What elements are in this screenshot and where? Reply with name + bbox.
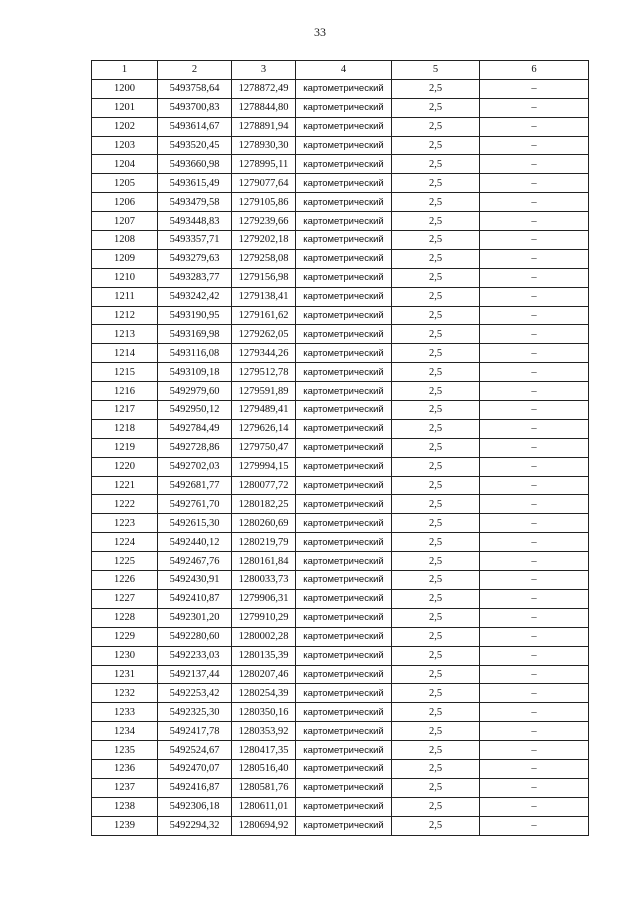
method-cell: картометрический [296,571,392,590]
accuracy-cell: 2,5 [392,722,480,741]
x-coordinate-cell: 5492416,87 [158,778,232,797]
method-cell: картометрический [296,797,392,816]
description-cell: – [480,419,589,438]
y-coordinate-cell: 1279906,31 [232,589,296,608]
accuracy-cell: 2,5 [392,98,480,117]
description-cell: – [480,495,589,514]
method-cell: картометрический [296,249,392,268]
y-coordinate-cell: 1280350,16 [232,703,296,722]
point-number-cell: 1229 [92,627,158,646]
y-coordinate-cell: 1279138,41 [232,287,296,306]
accuracy-cell: 2,5 [392,741,480,760]
table-row [92,552,589,571]
description-cell: – [480,212,589,231]
accuracy-cell: 2,5 [392,401,480,420]
table-row [92,571,589,590]
y-coordinate-cell: 1278872,49 [232,79,296,98]
accuracy-cell: 2,5 [392,438,480,457]
description-cell: – [480,249,589,268]
page-number: 33 [314,25,326,39]
method-cell: картометрический [296,759,392,778]
accuracy-cell: 2,5 [392,778,480,797]
point-number-cell: 1216 [92,382,158,401]
accuracy-cell: 2,5 [392,382,480,401]
y-coordinate-cell: 1278995,11 [232,155,296,174]
method-cell: картометрический [296,287,392,306]
table-row [92,627,589,646]
y-coordinate-cell: 1278930,30 [232,136,296,155]
y-coordinate-cell: 1279258,08 [232,249,296,268]
point-number-cell: 1236 [92,759,158,778]
y-coordinate-cell: 1280033,73 [232,571,296,590]
y-coordinate-cell: 1279105,86 [232,193,296,212]
x-coordinate-cell: 5492294,32 [158,816,232,835]
point-number-cell: 1205 [92,174,158,193]
description-cell: – [480,608,589,627]
y-coordinate-cell: 1279161,62 [232,306,296,325]
description-cell: – [480,363,589,382]
x-coordinate-cell: 5492950,12 [158,401,232,420]
y-coordinate-cell: 1279239,66 [232,212,296,231]
x-coordinate-cell: 5492979,60 [158,382,232,401]
accuracy-cell: 2,5 [392,646,480,665]
table-body [92,79,589,835]
column-header: 3 [232,61,296,80]
point-number-cell: 1214 [92,344,158,363]
table-row [92,797,589,816]
y-coordinate-cell: 1279750,47 [232,438,296,457]
table-row [92,325,589,344]
point-number-cell: 1238 [92,797,158,816]
description-cell: – [480,646,589,665]
x-coordinate-cell: 5492253,42 [158,684,232,703]
x-coordinate-cell: 5493448,83 [158,212,232,231]
point-number-cell: 1233 [92,703,158,722]
y-coordinate-cell: 1280077,72 [232,476,296,495]
point-number-cell: 1237 [92,778,158,797]
y-coordinate-cell: 1280161,84 [232,552,296,571]
description-cell: – [480,136,589,155]
table-row [92,401,589,420]
x-coordinate-cell: 5493242,42 [158,287,232,306]
accuracy-cell: 2,5 [392,174,480,193]
point-number-cell: 1209 [92,249,158,268]
x-coordinate-cell: 5492784,49 [158,419,232,438]
accuracy-cell: 2,5 [392,136,480,155]
point-number-cell: 1234 [92,722,158,741]
y-coordinate-cell: 1280219,79 [232,533,296,552]
point-number-cell: 1202 [92,117,158,136]
x-coordinate-cell: 5493116,08 [158,344,232,363]
point-number-cell: 1219 [92,438,158,457]
description-cell: – [480,571,589,590]
description-cell: – [480,325,589,344]
accuracy-cell: 2,5 [392,684,480,703]
column-header: 6 [480,61,589,80]
y-coordinate-cell: 1279512,78 [232,363,296,382]
x-coordinate-cell: 5492615,30 [158,514,232,533]
point-number-cell: 1223 [92,514,158,533]
x-coordinate-cell: 5492280,60 [158,627,232,646]
y-coordinate-cell: 1279077,64 [232,174,296,193]
table-row [92,363,589,382]
table-row [92,136,589,155]
x-coordinate-cell: 5493109,18 [158,363,232,382]
x-coordinate-cell: 5493357,71 [158,231,232,250]
x-coordinate-cell: 5493660,98 [158,155,232,174]
description-cell: – [480,193,589,212]
method-cell: картометрический [296,136,392,155]
description-cell: – [480,457,589,476]
method-cell: картометрический [296,325,392,344]
accuracy-cell: 2,5 [392,363,480,382]
description-cell: – [480,778,589,797]
table-row [92,495,589,514]
point-number-cell: 1204 [92,155,158,174]
description-cell: – [480,665,589,684]
accuracy-cell: 2,5 [392,325,480,344]
coordinates-table [91,60,589,836]
point-number-cell: 1211 [92,287,158,306]
method-cell: картометрический [296,212,392,231]
x-coordinate-cell: 5493169,98 [158,325,232,344]
y-coordinate-cell: 1280353,92 [232,722,296,741]
y-coordinate-cell: 1280694,92 [232,816,296,835]
y-coordinate-cell: 1280581,76 [232,778,296,797]
table-row [92,703,589,722]
y-coordinate-cell: 1280516,40 [232,759,296,778]
accuracy-cell: 2,5 [392,249,480,268]
method-cell: картометрический [296,778,392,797]
description-cell: – [480,684,589,703]
table-row [92,457,589,476]
method-cell: картометрический [296,306,392,325]
description-cell: – [480,514,589,533]
description-cell: – [480,231,589,250]
y-coordinate-cell: 1279994,15 [232,457,296,476]
point-number-cell: 1215 [92,363,158,382]
table-row [92,778,589,797]
column-header: 4 [296,61,392,80]
x-coordinate-cell: 5492301,20 [158,608,232,627]
table-row [92,155,589,174]
y-coordinate-cell: 1279626,14 [232,419,296,438]
accuracy-cell: 2,5 [392,212,480,231]
method-cell: картометрический [296,268,392,287]
x-coordinate-cell: 5492417,78 [158,722,232,741]
point-number-cell: 1235 [92,741,158,760]
table-header-row [92,61,589,80]
table-row [92,438,589,457]
x-coordinate-cell: 5492325,30 [158,703,232,722]
description-cell: – [480,306,589,325]
x-coordinate-cell: 5492233,03 [158,646,232,665]
method-cell: картометрический [296,174,392,193]
method-cell: картометрический [296,495,392,514]
table-row [92,231,589,250]
method-cell: картометрический [296,155,392,174]
point-number-cell: 1231 [92,665,158,684]
accuracy-cell: 2,5 [392,571,480,590]
x-coordinate-cell: 5492467,76 [158,552,232,571]
accuracy-cell: 2,5 [392,627,480,646]
x-coordinate-cell: 5492761,70 [158,495,232,514]
description-cell: – [480,268,589,287]
method-cell: картометрический [296,816,392,835]
method-cell: картометрический [296,117,392,136]
method-cell: картометрический [296,646,392,665]
description-cell: – [480,344,589,363]
point-number-cell: 1200 [92,79,158,98]
table-row [92,741,589,760]
method-cell: картометрический [296,514,392,533]
x-coordinate-cell: 5492430,91 [158,571,232,590]
table-row [92,98,589,117]
table-row [92,646,589,665]
table-row [92,419,589,438]
accuracy-cell: 2,5 [392,608,480,627]
point-number-cell: 1218 [92,419,158,438]
method-cell: картометрический [296,703,392,722]
point-number-cell: 1226 [92,571,158,590]
table-row [92,268,589,287]
point-number-cell: 1220 [92,457,158,476]
description-cell: – [480,722,589,741]
point-number-cell: 1210 [92,268,158,287]
table-row [92,533,589,552]
method-cell: картометрический [296,608,392,627]
point-number-cell: 1227 [92,589,158,608]
x-coordinate-cell: 5493700,83 [158,98,232,117]
y-coordinate-cell: 1280207,46 [232,665,296,684]
point-number-cell: 1207 [92,212,158,231]
method-cell: картометрический [296,627,392,646]
table-row [92,117,589,136]
table-row [92,306,589,325]
point-number-cell: 1206 [92,193,158,212]
point-number-cell: 1201 [92,98,158,117]
accuracy-cell: 2,5 [392,79,480,98]
accuracy-cell: 2,5 [392,268,480,287]
method-cell: картометрический [296,401,392,420]
accuracy-cell: 2,5 [392,514,480,533]
table-row [92,665,589,684]
accuracy-cell: 2,5 [392,797,480,816]
point-number-cell: 1222 [92,495,158,514]
accuracy-cell: 2,5 [392,419,480,438]
y-coordinate-cell: 1280182,25 [232,495,296,514]
description-cell: – [480,759,589,778]
method-cell: картометрический [296,741,392,760]
y-coordinate-cell: 1280611,01 [232,797,296,816]
description-cell: – [480,703,589,722]
accuracy-cell: 2,5 [392,306,480,325]
accuracy-cell: 2,5 [392,457,480,476]
method-cell: картометрический [296,231,392,250]
description-cell: – [480,117,589,136]
description-cell: – [480,155,589,174]
method-cell: картометрический [296,476,392,495]
x-coordinate-cell: 5493758,64 [158,79,232,98]
accuracy-cell: 2,5 [392,816,480,835]
point-number-cell: 1225 [92,552,158,571]
point-number-cell: 1232 [92,684,158,703]
description-cell: – [480,79,589,98]
point-number-cell: 1224 [92,533,158,552]
description-cell: – [480,533,589,552]
accuracy-cell: 2,5 [392,665,480,684]
method-cell: картометрический [296,419,392,438]
method-cell: картометрический [296,363,392,382]
y-coordinate-cell: 1279910,29 [232,608,296,627]
accuracy-cell: 2,5 [392,589,480,608]
table-row [92,816,589,835]
table-row [92,193,589,212]
accuracy-cell: 2,5 [392,703,480,722]
accuracy-cell: 2,5 [392,231,480,250]
point-number-cell: 1203 [92,136,158,155]
description-cell: – [480,401,589,420]
x-coordinate-cell: 5493479,58 [158,193,232,212]
table-row [92,249,589,268]
accuracy-cell: 2,5 [392,759,480,778]
x-coordinate-cell: 5493614,67 [158,117,232,136]
description-cell: – [480,589,589,608]
description-cell: – [480,552,589,571]
table-row [92,79,589,98]
table-row [92,608,589,627]
table-row [92,722,589,741]
point-number-cell: 1230 [92,646,158,665]
column-header: 1 [92,61,158,80]
description-cell: – [480,741,589,760]
y-coordinate-cell: 1278891,94 [232,117,296,136]
x-coordinate-cell: 5492524,67 [158,741,232,760]
x-coordinate-cell: 5493283,77 [158,268,232,287]
y-coordinate-cell: 1279156,98 [232,268,296,287]
point-number-cell: 1221 [92,476,158,495]
x-coordinate-cell: 5492137,44 [158,665,232,684]
y-coordinate-cell: 1280260,69 [232,514,296,533]
x-coordinate-cell: 5493279,63 [158,249,232,268]
table-row [92,476,589,495]
table-row [92,514,589,533]
method-cell: картометрический [296,684,392,703]
accuracy-cell: 2,5 [392,552,480,571]
method-cell: картометрический [296,589,392,608]
y-coordinate-cell: 1279344,26 [232,344,296,363]
description-cell: – [480,476,589,495]
method-cell: картометрический [296,79,392,98]
point-number-cell: 1217 [92,401,158,420]
table-row [92,382,589,401]
y-coordinate-cell: 1280135,39 [232,646,296,665]
x-coordinate-cell: 5492306,18 [158,797,232,816]
x-coordinate-cell: 5492470,07 [158,759,232,778]
method-cell: картометрический [296,533,392,552]
x-coordinate-cell: 5493615,49 [158,174,232,193]
point-number-cell: 1208 [92,231,158,250]
x-coordinate-cell: 5493190,95 [158,306,232,325]
description-cell: – [480,287,589,306]
x-coordinate-cell: 5492440,12 [158,533,232,552]
description-cell: – [480,816,589,835]
y-coordinate-cell: 1280002,28 [232,627,296,646]
method-cell: картометрический [296,344,392,363]
y-coordinate-cell: 1279591,89 [232,382,296,401]
point-number-cell: 1239 [92,816,158,835]
table-row [92,287,589,306]
table-row [92,589,589,608]
method-cell: картометрический [296,98,392,117]
x-coordinate-cell: 5493520,45 [158,136,232,155]
table-row [92,174,589,193]
y-coordinate-cell: 1278844,80 [232,98,296,117]
description-cell: – [480,174,589,193]
column-header: 2 [158,61,232,80]
description-cell: – [480,382,589,401]
point-number-cell: 1228 [92,608,158,627]
x-coordinate-cell: 5492728,86 [158,438,232,457]
table-row [92,759,589,778]
method-cell: картометрический [296,382,392,401]
accuracy-cell: 2,5 [392,495,480,514]
method-cell: картометрический [296,438,392,457]
column-header: 5 [392,61,480,80]
y-coordinate-cell: 1280417,35 [232,741,296,760]
description-cell: – [480,98,589,117]
accuracy-cell: 2,5 [392,476,480,495]
method-cell: картометрический [296,552,392,571]
table-row [92,212,589,231]
description-cell: – [480,438,589,457]
point-number-cell: 1213 [92,325,158,344]
accuracy-cell: 2,5 [392,155,480,174]
accuracy-cell: 2,5 [392,344,480,363]
table-row [92,684,589,703]
accuracy-cell: 2,5 [392,193,480,212]
description-cell: – [480,797,589,816]
y-coordinate-cell: 1280254,39 [232,684,296,703]
method-cell: картометрический [296,193,392,212]
y-coordinate-cell: 1279489,41 [232,401,296,420]
method-cell: картометрический [296,665,392,684]
x-coordinate-cell: 5492702,03 [158,457,232,476]
y-coordinate-cell: 1279262,05 [232,325,296,344]
point-number-cell: 1212 [92,306,158,325]
method-cell: картометрический [296,722,392,741]
accuracy-cell: 2,5 [392,533,480,552]
method-cell: картометрический [296,457,392,476]
accuracy-cell: 2,5 [392,287,480,306]
x-coordinate-cell: 5492410,87 [158,589,232,608]
x-coordinate-cell: 5492681,77 [158,476,232,495]
accuracy-cell: 2,5 [392,117,480,136]
y-coordinate-cell: 1279202,18 [232,231,296,250]
description-cell: – [480,627,589,646]
table-row [92,344,589,363]
